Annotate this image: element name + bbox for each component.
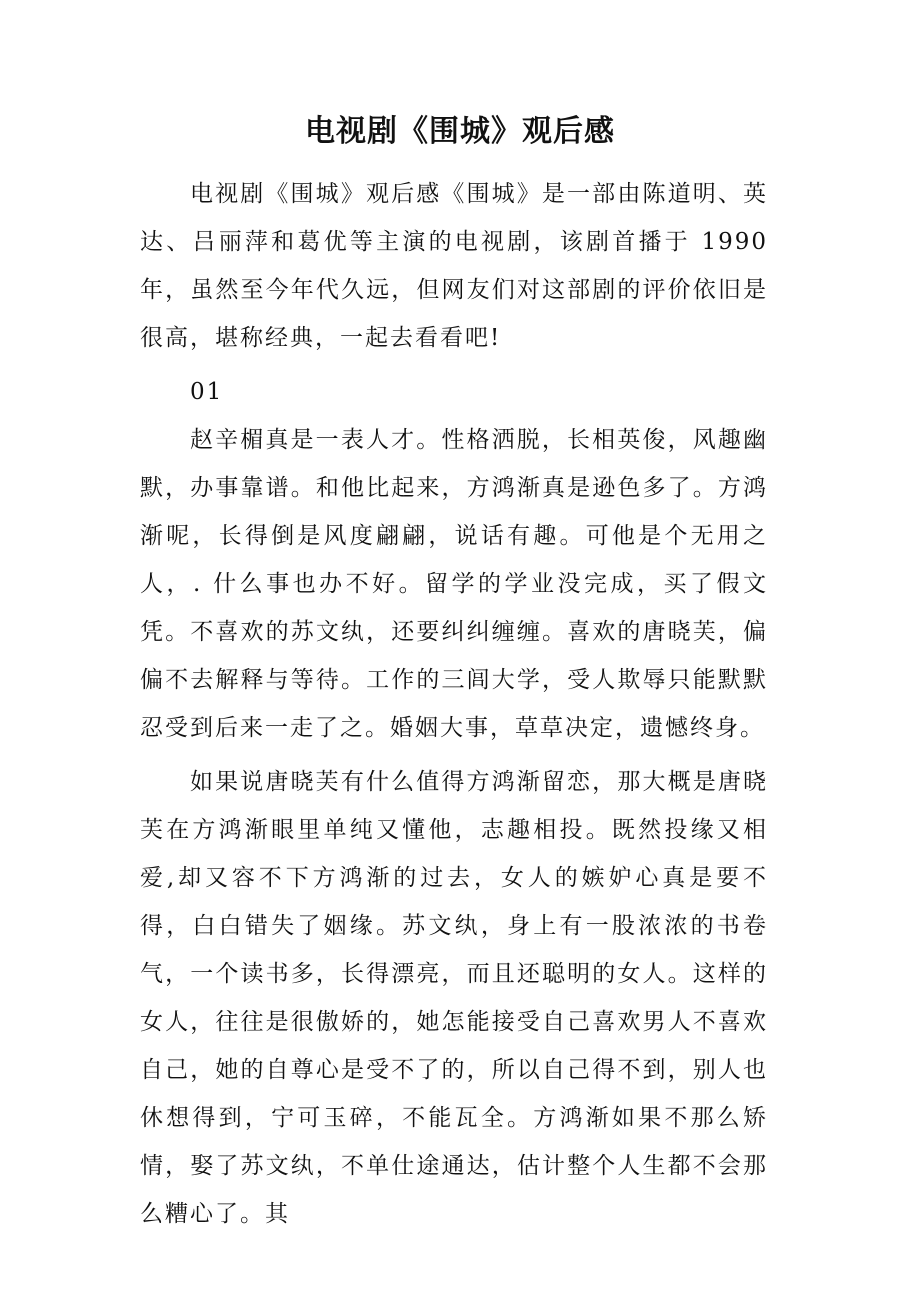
- paragraph-zhao-xinmei: 赵辛楣真是一表人才。性格洒脱，长相英俊，风趣幽默，办事靠谱。和他比起来，方鸿渐真是逊色多了。方鸿渐呢，长得倒是风度翩翩，说话有趣。可他是个无用之人，. 什么事也办不好。留学的学业没完成，买了假文凭。不喜欢的苏文纨，还要纠纠缠缠。喜欢的唐晓芙，偏偏不去解释与等待。工作的三闾大学，受人欺辱只能默默忍受到后来一走了之。婚姻大事，草草决定，遗憾终身。: [140, 427, 768, 741]
- section-number: 01: [190, 379, 224, 405]
- document-title: 电视剧《围城》观后感: [305, 114, 615, 149]
- document-body: [140, 170, 768, 1238]
- paragraph-tang-xiaofu: 如果说唐晓芙有什么值得方鸿渐留恋，那大概是唐晓芙在方鸿渐眼里单纯又懂他，志趣相投。既然投缘又相爱,却又容不下方鸿渐的过去，女人的嫉妒心真是要不得，白白错失了姻缘。苏文纨，身上有一股浓浓的书卷气，一个读书多，长得漂亮，而且还聪明的女人。这样的女人，往往是很傲娇的，她怎能接受自己喜欢男人不喜欢自己，她的自尊心是受不了的，所以自己得不到，别人也休想得到，宁可玉碎，不能瓦全。方鸿渐如果不那么矫情，娶了苏文纨，不单仕途通达，估计整个人生都不会那么糟心了。其: [140, 769, 768, 1227]
- intro-paragraph: 电视剧《围城》观后感《围城》是一部由陈道明、英达、吕丽萍和葛优等主演的电视剧，该剧首播于 1990 年，虽然至今年代久远，但网友们对这部剧的评价依旧是很高，堪称经典，一起去看看吧!: [140, 181, 768, 351]
